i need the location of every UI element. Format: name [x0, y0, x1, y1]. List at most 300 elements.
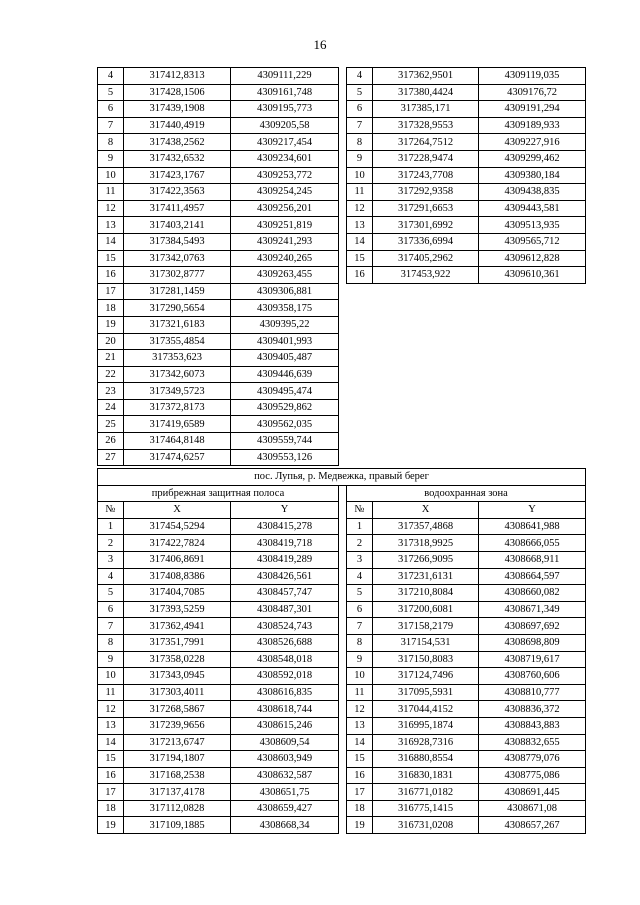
y-coordinate-cell: 4309227,916	[479, 134, 586, 151]
table-row	[98, 518, 586, 535]
y-coordinate-cell: 4308836,372	[479, 701, 586, 718]
table-row	[98, 366, 339, 383]
point-number-cell: 7	[347, 117, 373, 134]
point-number-cell: 10	[98, 668, 124, 685]
table-row	[98, 167, 339, 184]
point-number-cell: 4	[347, 568, 373, 585]
point-number-cell: 27	[98, 449, 124, 466]
water-protection-zone-heading: водоохранная зона	[347, 485, 586, 502]
y-coordinate-cell: 4309111,229	[231, 68, 339, 85]
point-number-cell: 19	[347, 817, 373, 834]
table-row	[98, 150, 339, 167]
table-row	[98, 800, 586, 817]
x-coordinate-cell: 317266,9095	[373, 551, 479, 568]
y-coordinate-cell: 4309234,601	[231, 150, 339, 167]
point-number-cell: 4	[98, 68, 124, 85]
column-gap	[339, 651, 347, 668]
table-row	[347, 217, 586, 234]
x-coordinate-cell: 317380,4424	[373, 84, 479, 101]
x-coordinate-cell: 316775,1415	[373, 800, 479, 817]
x-coordinate-cell: 317150,8083	[373, 651, 479, 668]
table-row	[98, 134, 339, 151]
y-coordinate-cell: 4308657,267	[479, 817, 586, 834]
point-number-cell: 10	[347, 167, 373, 184]
x-coordinate-cell: 317362,9501	[373, 68, 479, 85]
x-coordinate-cell: 317393,5259	[124, 601, 231, 618]
x-coordinate-cell: 317264,7512	[373, 134, 479, 151]
y-coordinate-cell: 4309358,175	[231, 300, 339, 317]
point-number-cell: 10	[98, 167, 124, 184]
table-row	[98, 250, 339, 267]
point-number-cell: 7	[98, 618, 124, 635]
point-number-cell: 18	[98, 300, 124, 317]
y-coordinate-cell: 4309205,58	[231, 117, 339, 134]
x-coordinate-cell: 317194,1807	[124, 751, 231, 768]
table-row	[98, 300, 339, 317]
top-right-coordinates-table	[346, 67, 586, 284]
x-coordinate-cell: 317168,2538	[124, 767, 231, 784]
y-coordinate-cell: 4308671,349	[479, 601, 586, 618]
point-number-cell: 9	[347, 150, 373, 167]
x-coordinate-cell: 317210,8084	[373, 585, 479, 602]
y-coordinate-cell: 4308843,883	[479, 717, 586, 734]
x-coordinate-cell: 317412,8313	[124, 68, 231, 85]
column-header-number: №	[98, 502, 124, 519]
y-coordinate-cell: 4309446,639	[231, 366, 339, 383]
y-coordinate-cell: 4309610,361	[479, 267, 586, 284]
point-number-cell: 9	[98, 651, 124, 668]
point-number-cell: 14	[98, 734, 124, 751]
x-coordinate-cell: 317303,4011	[124, 684, 231, 701]
table-row	[98, 701, 586, 718]
x-coordinate-cell: 317428,1506	[124, 84, 231, 101]
y-coordinate-cell: 4309161,748	[231, 84, 339, 101]
x-coordinate-cell: 317243,7708	[373, 167, 479, 184]
point-number-cell: 6	[98, 101, 124, 118]
point-number-cell: 16	[347, 267, 373, 284]
table-row	[347, 250, 586, 267]
table-row	[347, 117, 586, 134]
y-coordinate-cell: 4309119,035	[479, 68, 586, 85]
y-coordinate-cell: 4308526,688	[231, 634, 339, 651]
table-row	[98, 535, 586, 552]
column-gap	[339, 551, 347, 568]
y-coordinate-cell: 4309191,294	[479, 101, 586, 118]
y-coordinate-cell: 4308832,655	[479, 734, 586, 751]
point-number-cell: 16	[98, 767, 124, 784]
table-row	[347, 84, 586, 101]
y-coordinate-cell: 4308697,692	[479, 618, 586, 635]
table-row	[347, 134, 586, 151]
point-number-cell: 14	[98, 233, 124, 250]
x-coordinate-cell: 317095,5931	[373, 684, 479, 701]
table-row	[98, 416, 339, 433]
table-row	[98, 601, 586, 618]
x-coordinate-cell: 317328,9553	[373, 117, 479, 134]
x-coordinate-cell: 317403,2141	[124, 217, 231, 234]
table-row	[98, 767, 586, 784]
point-number-cell: 16	[347, 767, 373, 784]
point-number-cell: 25	[98, 416, 124, 433]
column-header-y: Y	[231, 502, 339, 519]
x-coordinate-cell: 317454,5294	[124, 518, 231, 535]
column-gap	[339, 585, 347, 602]
point-number-cell: 3	[347, 551, 373, 568]
y-coordinate-cell: 4308698,809	[479, 634, 586, 651]
table-row	[98, 383, 339, 400]
table-row	[98, 399, 339, 416]
point-number-cell: 13	[347, 717, 373, 734]
point-number-cell: 5	[347, 84, 373, 101]
x-coordinate-cell: 317343,0945	[124, 668, 231, 685]
point-number-cell: 11	[98, 184, 124, 201]
x-coordinate-cell: 317336,6994	[373, 233, 479, 250]
column-header-x: X	[373, 502, 479, 519]
y-coordinate-cell: 4308671,08	[479, 800, 586, 817]
point-number-cell: 12	[98, 200, 124, 217]
x-coordinate-cell: 317439,1908	[124, 101, 231, 118]
x-coordinate-cell: 317357,4868	[373, 518, 479, 535]
x-coordinate-cell: 317438,2562	[124, 134, 231, 151]
table-row	[98, 84, 339, 101]
table-row	[347, 101, 586, 118]
y-coordinate-cell: 4309513,935	[479, 217, 586, 234]
point-number-cell: 8	[98, 134, 124, 151]
point-number-cell: 4	[347, 68, 373, 85]
table-row	[347, 150, 586, 167]
x-coordinate-cell: 317290,5654	[124, 300, 231, 317]
table-row	[98, 117, 339, 134]
x-coordinate-cell: 317112,0828	[124, 800, 231, 817]
y-coordinate-cell: 4308666,055	[479, 535, 586, 552]
point-number-cell: 15	[98, 751, 124, 768]
point-number-cell: 4	[98, 568, 124, 585]
column-header-number: №	[347, 502, 373, 519]
point-number-cell: 5	[98, 84, 124, 101]
point-number-cell: 16	[98, 267, 124, 284]
x-coordinate-cell: 317342,6073	[124, 366, 231, 383]
column-gap	[339, 634, 347, 651]
point-number-cell: 17	[98, 283, 124, 300]
lupya-medvezhka-coordinates-table	[97, 468, 586, 834]
y-coordinate-cell: 4308616,835	[231, 684, 339, 701]
point-number-cell: 9	[347, 651, 373, 668]
x-coordinate-cell: 317213,6747	[124, 734, 231, 751]
point-number-cell: 14	[347, 233, 373, 250]
y-coordinate-cell: 4308668,34	[231, 817, 339, 834]
column-gap	[339, 618, 347, 635]
y-coordinate-cell: 4308651,75	[231, 784, 339, 801]
x-coordinate-cell: 317351,7991	[124, 634, 231, 651]
table-row	[347, 233, 586, 250]
point-number-cell: 23	[98, 383, 124, 400]
x-coordinate-cell: 317109,1885	[124, 817, 231, 834]
x-coordinate-cell: 317474,6257	[124, 449, 231, 466]
point-number-cell: 8	[347, 634, 373, 651]
point-number-cell: 19	[98, 817, 124, 834]
x-coordinate-cell: 317231,6131	[373, 568, 479, 585]
column-gap	[339, 767, 347, 784]
column-gap	[339, 502, 347, 519]
point-number-cell: 21	[98, 350, 124, 367]
column-gap	[339, 701, 347, 718]
x-coordinate-cell: 317321,6183	[124, 316, 231, 333]
x-coordinate-cell: 317239,9656	[124, 717, 231, 734]
y-coordinate-cell: 4309401,993	[231, 333, 339, 350]
x-coordinate-cell: 317372,8173	[124, 399, 231, 416]
x-coordinate-cell: 317440,4919	[124, 117, 231, 134]
table-row	[98, 585, 586, 602]
section-title-row	[98, 469, 586, 486]
coastal-protection-strip-heading: прибрежная защитная полоса	[98, 485, 339, 502]
column-header-x: X	[124, 502, 231, 519]
y-coordinate-cell: 4309612,828	[479, 250, 586, 267]
point-number-cell: 24	[98, 399, 124, 416]
table-row	[98, 283, 339, 300]
point-number-cell: 5	[98, 585, 124, 602]
column-gap	[339, 751, 347, 768]
column-gap	[339, 800, 347, 817]
table-row	[98, 449, 339, 466]
point-number-cell: 14	[347, 734, 373, 751]
y-coordinate-cell: 4308415,278	[231, 518, 339, 535]
y-coordinate-cell: 4309195,773	[231, 101, 339, 118]
y-coordinate-cell: 4309251,819	[231, 217, 339, 234]
y-coordinate-cell: 4308603,949	[231, 751, 339, 768]
point-number-cell: 6	[347, 101, 373, 118]
point-number-cell: 15	[347, 751, 373, 768]
x-coordinate-cell: 317423,1767	[124, 167, 231, 184]
table-row	[98, 634, 586, 651]
x-coordinate-cell: 317419,6589	[124, 416, 231, 433]
y-coordinate-cell: 4309559,744	[231, 433, 339, 450]
y-coordinate-cell: 4308810,777	[479, 684, 586, 701]
y-coordinate-cell: 4309176,72	[479, 84, 586, 101]
table-row	[98, 217, 339, 234]
point-number-cell: 22	[98, 366, 124, 383]
column-header-y: Y	[479, 502, 586, 519]
table-row	[98, 333, 339, 350]
y-coordinate-cell: 4308487,301	[231, 601, 339, 618]
x-coordinate-cell: 317362,4941	[124, 618, 231, 635]
page-number: 16	[313, 37, 327, 52]
y-coordinate-cell: 4308609,54	[231, 734, 339, 751]
point-number-cell: 15	[98, 250, 124, 267]
column-gap	[339, 684, 347, 701]
point-number-cell: 20	[98, 333, 124, 350]
table-row	[98, 267, 339, 284]
x-coordinate-cell: 317301,6992	[373, 217, 479, 234]
column-gap	[339, 668, 347, 685]
point-number-cell: 13	[98, 217, 124, 234]
x-coordinate-cell: 317158,2179	[373, 618, 479, 635]
top-left-coordinates-table	[97, 67, 339, 466]
x-coordinate-cell: 316731,0208	[373, 817, 479, 834]
y-coordinate-cell: 4309395,22	[231, 316, 339, 333]
x-coordinate-cell: 317384,5493	[124, 233, 231, 250]
x-coordinate-cell: 317464,8148	[124, 433, 231, 450]
y-coordinate-cell: 4308659,427	[231, 800, 339, 817]
y-coordinate-cell: 4309189,933	[479, 117, 586, 134]
x-coordinate-cell: 317291,6653	[373, 200, 479, 217]
point-number-cell: 3	[98, 551, 124, 568]
y-coordinate-cell: 4308419,718	[231, 535, 339, 552]
y-coordinate-cell: 4308760,606	[479, 668, 586, 685]
x-coordinate-cell: 317432,6532	[124, 150, 231, 167]
x-coordinate-cell: 317404,7085	[124, 585, 231, 602]
y-coordinate-cell: 4308719,617	[479, 651, 586, 668]
table-row	[98, 817, 586, 834]
y-coordinate-cell: 4309553,126	[231, 449, 339, 466]
y-coordinate-cell: 4308419,289	[231, 551, 339, 568]
point-number-cell: 15	[347, 250, 373, 267]
x-coordinate-cell: 317044,4152	[373, 701, 479, 718]
table-row	[347, 267, 586, 284]
y-coordinate-cell: 4308457,747	[231, 585, 339, 602]
column-gap	[339, 535, 347, 552]
point-number-cell: 12	[347, 701, 373, 718]
y-coordinate-cell: 4308615,246	[231, 717, 339, 734]
point-number-cell: 2	[347, 535, 373, 552]
x-coordinate-cell: 317342,0763	[124, 250, 231, 267]
table-row	[98, 784, 586, 801]
point-number-cell: 12	[347, 200, 373, 217]
y-coordinate-cell: 4308691,445	[479, 784, 586, 801]
table-row	[347, 184, 586, 201]
y-coordinate-cell: 4308775,086	[479, 767, 586, 784]
y-coordinate-cell: 4309565,712	[479, 233, 586, 250]
point-number-cell: 1	[98, 518, 124, 535]
y-coordinate-cell: 4309405,487	[231, 350, 339, 367]
y-coordinate-cell: 4308426,561	[231, 568, 339, 585]
x-coordinate-cell: 317406,8691	[124, 551, 231, 568]
y-coordinate-cell: 4309254,245	[231, 184, 339, 201]
x-coordinate-cell: 317268,5867	[124, 701, 231, 718]
y-coordinate-cell: 4308664,597	[479, 568, 586, 585]
column-gap	[339, 485, 347, 502]
y-coordinate-cell: 4309217,454	[231, 134, 339, 151]
y-coordinate-cell: 4309562,035	[231, 416, 339, 433]
subsection-header-row	[98, 485, 586, 502]
y-coordinate-cell: 4308592,018	[231, 668, 339, 685]
point-number-cell: 13	[347, 217, 373, 234]
point-number-cell: 1	[347, 518, 373, 535]
x-coordinate-cell: 317228,9474	[373, 150, 479, 167]
x-coordinate-cell: 317385,171	[373, 101, 479, 118]
point-number-cell: 2	[98, 535, 124, 552]
table-row	[98, 433, 339, 450]
point-number-cell: 18	[98, 800, 124, 817]
y-coordinate-cell: 4308779,076	[479, 751, 586, 768]
table-row	[98, 568, 586, 585]
y-coordinate-cell: 4309438,835	[479, 184, 586, 201]
y-coordinate-cell: 4308660,082	[479, 585, 586, 602]
point-number-cell: 6	[98, 601, 124, 618]
y-coordinate-cell: 4309495,474	[231, 383, 339, 400]
column-gap	[339, 817, 347, 834]
x-coordinate-cell: 317353,623	[124, 350, 231, 367]
table-row	[98, 316, 339, 333]
y-coordinate-cell: 4308618,744	[231, 701, 339, 718]
x-coordinate-cell: 317292,9358	[373, 184, 479, 201]
column-gap	[339, 734, 347, 751]
column-gap	[339, 568, 347, 585]
x-coordinate-cell: 317281,1459	[124, 283, 231, 300]
y-coordinate-cell: 4308641,988	[479, 518, 586, 535]
table-row	[98, 684, 586, 701]
x-coordinate-cell: 316880,8554	[373, 751, 479, 768]
table-row	[98, 101, 339, 118]
section-title: пос. Лупья, р. Медвежка, правый берег	[98, 469, 586, 486]
y-coordinate-cell: 4309299,462	[479, 150, 586, 167]
point-number-cell: 11	[347, 684, 373, 701]
point-number-cell: 7	[98, 117, 124, 134]
y-coordinate-cell: 4309263,455	[231, 267, 339, 284]
point-number-cell: 17	[98, 784, 124, 801]
y-coordinate-cell: 4308632,587	[231, 767, 339, 784]
x-coordinate-cell: 317302,8777	[124, 267, 231, 284]
y-coordinate-cell: 4309380,184	[479, 167, 586, 184]
table-row	[98, 668, 586, 685]
point-number-cell: 8	[347, 134, 373, 151]
x-coordinate-cell: 317154,531	[373, 634, 479, 651]
x-coordinate-cell: 316771,0182	[373, 784, 479, 801]
column-gap	[339, 601, 347, 618]
x-coordinate-cell: 316928,7316	[373, 734, 479, 751]
column-gap	[339, 717, 347, 734]
point-number-cell: 10	[347, 668, 373, 685]
x-coordinate-cell: 317355,4854	[124, 333, 231, 350]
point-number-cell: 12	[98, 701, 124, 718]
x-coordinate-cell: 317405,2962	[373, 250, 479, 267]
y-coordinate-cell: 4309529,862	[231, 399, 339, 416]
point-number-cell: 7	[347, 618, 373, 635]
y-coordinate-cell: 4309253,772	[231, 167, 339, 184]
x-coordinate-cell: 317137,4178	[124, 784, 231, 801]
table-row	[98, 233, 339, 250]
x-coordinate-cell: 317422,3563	[124, 184, 231, 201]
y-coordinate-cell: 4309443,581	[479, 200, 586, 217]
table-row	[347, 167, 586, 184]
x-coordinate-cell: 317411,4957	[124, 200, 231, 217]
y-coordinate-cell: 4309241,293	[231, 233, 339, 250]
x-coordinate-cell: 316995,1874	[373, 717, 479, 734]
point-number-cell: 8	[98, 634, 124, 651]
point-number-cell: 9	[98, 150, 124, 167]
table-row	[98, 551, 586, 568]
x-coordinate-cell: 316830,1831	[373, 767, 479, 784]
point-number-cell: 11	[347, 184, 373, 201]
x-coordinate-cell: 317358,0228	[124, 651, 231, 668]
point-number-cell: 18	[347, 800, 373, 817]
column-header-row	[98, 502, 586, 519]
table-row	[347, 68, 586, 85]
table-row	[98, 184, 339, 201]
x-coordinate-cell: 317453,922	[373, 267, 479, 284]
x-coordinate-cell: 317349,5723	[124, 383, 231, 400]
x-coordinate-cell: 317200,6081	[373, 601, 479, 618]
table-row	[98, 68, 339, 85]
table-row	[98, 651, 586, 668]
x-coordinate-cell: 317124,7496	[373, 668, 479, 685]
x-coordinate-cell: 317408,8386	[124, 568, 231, 585]
point-number-cell: 6	[347, 601, 373, 618]
column-gap	[339, 518, 347, 535]
y-coordinate-cell: 4309256,201	[231, 200, 339, 217]
table-row	[98, 751, 586, 768]
y-coordinate-cell: 4308668,911	[479, 551, 586, 568]
table-row	[98, 350, 339, 367]
